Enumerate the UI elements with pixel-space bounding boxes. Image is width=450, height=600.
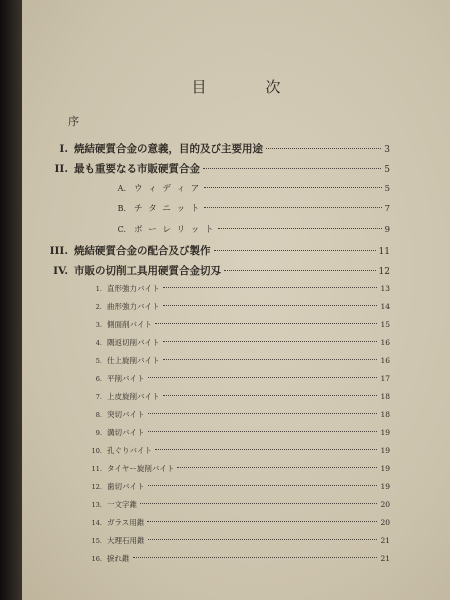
toc-entry xyxy=(46,161,390,176)
book-spine-shadow xyxy=(0,0,22,600)
toc-entry xyxy=(88,373,390,384)
toc-entry xyxy=(88,409,390,420)
toc-entry-page-number: 16 xyxy=(380,356,390,365)
toc-entry-page-number: 14 xyxy=(380,302,390,311)
toc-entry xyxy=(88,463,390,474)
toc-entry-title: 市販の切削工具用硬質合金切刄 xyxy=(74,265,221,277)
toc-entry-page-number: 20 xyxy=(380,500,390,509)
toc-entry-number: III. xyxy=(49,245,68,257)
toc-entry-title: 大理石用錐 xyxy=(107,536,145,545)
toc-entry xyxy=(88,553,390,564)
toc-entry xyxy=(46,263,390,278)
dot-leader xyxy=(133,557,378,558)
page-title: 目 次 xyxy=(191,78,303,96)
toc-entry xyxy=(110,202,390,214)
toc-entry xyxy=(88,535,390,546)
toc-entry-number: 15. xyxy=(91,537,102,545)
toc-entry-title: 突切バイト xyxy=(107,410,145,419)
toc-entry-title: 歯切バイト xyxy=(107,482,145,491)
toc-entry xyxy=(88,283,390,294)
toc-entry-number: IV. xyxy=(53,265,68,277)
toc-entry xyxy=(46,243,390,258)
toc-entry-title: 一文字錐 xyxy=(107,500,137,509)
toc-entry-page-number: 18 xyxy=(380,392,390,401)
dot-leader xyxy=(148,413,378,414)
toc-entry-title: 捩れ錐 xyxy=(107,554,130,563)
dot-leader xyxy=(177,467,377,468)
toc-entry xyxy=(110,223,390,235)
dot-leader xyxy=(147,521,377,522)
toc-entry-title: 上皮旋削バイト xyxy=(107,392,160,401)
toc-entry-number: 7. xyxy=(95,393,102,401)
toc-entry-number: 5. xyxy=(95,357,102,365)
dot-leader xyxy=(148,485,378,486)
toc-entry-page-number: 13 xyxy=(380,284,390,293)
dot-leader xyxy=(148,377,378,378)
book-page xyxy=(22,0,450,600)
toc-entry-title: タイヤー旋削バイト xyxy=(107,464,175,473)
toc-entry-page-number: 19 xyxy=(380,446,390,455)
toc-entry-page-number: 11 xyxy=(378,247,390,257)
toc-entry-number: 10. xyxy=(91,447,102,455)
toc-entry-number: 1. xyxy=(95,285,102,293)
dot-leader xyxy=(224,270,376,271)
dot-leader xyxy=(204,207,382,208)
toc-entry-title: ウ ィ デ ィ ア xyxy=(134,184,201,194)
toc-entry-number: C. xyxy=(117,225,126,234)
toc-entry-number: 11. xyxy=(91,465,102,473)
toc-entry xyxy=(88,445,390,456)
toc-entry-title: 側面削バイト xyxy=(107,320,152,329)
dot-leader xyxy=(163,395,378,396)
dot-leader xyxy=(163,287,378,288)
dot-leader xyxy=(148,539,378,540)
dot-leader xyxy=(163,359,378,360)
toc-entry-number: A. xyxy=(117,184,126,193)
toc-entry-page-number: 18 xyxy=(380,410,390,419)
dot-leader xyxy=(218,228,382,229)
toc-entry xyxy=(88,319,390,330)
toc-entry xyxy=(88,517,390,528)
toc-entry xyxy=(88,499,390,510)
toc-entry-title: 仕上旋削バイト xyxy=(107,356,160,365)
toc-entry-title: 平削バイト xyxy=(107,374,145,383)
dot-leader xyxy=(266,148,381,149)
toc-entry-page-number: 3 xyxy=(384,145,390,155)
toc-entry-page-number: 21 xyxy=(380,536,390,545)
toc-entry-number: 9. xyxy=(95,429,102,437)
toc-entry-title: 直形強力バイト xyxy=(107,284,160,293)
toc-entry-title: 隅返切削バイト xyxy=(107,338,160,347)
toc-entry-page-number: 19 xyxy=(380,428,390,437)
toc-entry-page-number: 7 xyxy=(384,204,390,214)
dot-leader xyxy=(204,187,382,188)
toc-entry-number: 6. xyxy=(95,375,102,383)
toc-entry-page-number: 15 xyxy=(380,320,390,329)
toc-entry-page-number: 9 xyxy=(384,225,390,235)
toc-entry-number: 4. xyxy=(95,339,102,347)
toc-entry xyxy=(88,301,390,312)
toc-entry xyxy=(88,337,390,348)
toc-entry xyxy=(88,391,390,402)
toc-entry-number: 8. xyxy=(95,411,102,419)
toc-entry-page-number: 16 xyxy=(380,338,390,347)
toc-entry xyxy=(88,355,390,366)
toc-entry-title: 孔ぐりバイト xyxy=(107,446,152,455)
toc-entry xyxy=(88,427,390,438)
toc-entry-title: 最も重要なる市販硬質合金 xyxy=(74,163,200,175)
toc-entry-title: 焼結硬質合金の意義，目的及び主要用途 xyxy=(74,143,263,155)
toc-entry-number: 12. xyxy=(91,483,102,491)
dot-leader xyxy=(148,431,378,432)
dot-leader xyxy=(203,168,381,169)
toc-entry-title: 曲形強力バイト xyxy=(107,302,160,311)
toc-entry-number: 3. xyxy=(95,321,102,329)
toc-entry-number: B. xyxy=(117,204,126,213)
dot-leader xyxy=(155,449,377,450)
toc-entry xyxy=(88,481,390,492)
toc-entry-page-number: 5 xyxy=(384,165,390,175)
toc-entry-title: ボ ー レ リ ッ ト xyxy=(134,225,216,235)
toc-entry-title: 焼結硬質合金の配合及び製作 xyxy=(74,245,211,257)
toc-entry-title: ガラス用錐 xyxy=(107,518,145,527)
toc-entry-page-number: 21 xyxy=(380,554,390,563)
dot-leader xyxy=(140,503,377,504)
toc-entry-page-number: 19 xyxy=(380,482,390,491)
toc-entry-number: 14. xyxy=(91,519,102,527)
toc-entry-page-number: 5 xyxy=(384,184,390,194)
toc-entry xyxy=(110,182,390,194)
toc-entry-title: チ タ ニ ッ ト xyxy=(134,204,201,214)
dot-leader xyxy=(214,250,376,251)
dot-leader xyxy=(163,341,378,342)
toc-entry-page-number: 19 xyxy=(380,464,390,473)
toc-entry-number: 16. xyxy=(91,555,102,563)
toc-entry-title: 溝切バイト xyxy=(107,428,145,437)
toc-entry-number: I. xyxy=(59,143,68,155)
preface-label: 序 xyxy=(68,115,79,128)
toc-entry-page-number: 12 xyxy=(378,267,390,277)
toc-entry-number: 2. xyxy=(95,303,102,311)
toc-entry-page-number: 20 xyxy=(380,518,390,527)
toc-entry-page-number: 17 xyxy=(380,374,390,383)
toc-entry-number: II. xyxy=(54,163,68,175)
dot-leader xyxy=(155,323,377,324)
toc-entry xyxy=(46,141,390,156)
dot-leader xyxy=(163,305,378,306)
toc-entry-number: 13. xyxy=(91,501,102,509)
